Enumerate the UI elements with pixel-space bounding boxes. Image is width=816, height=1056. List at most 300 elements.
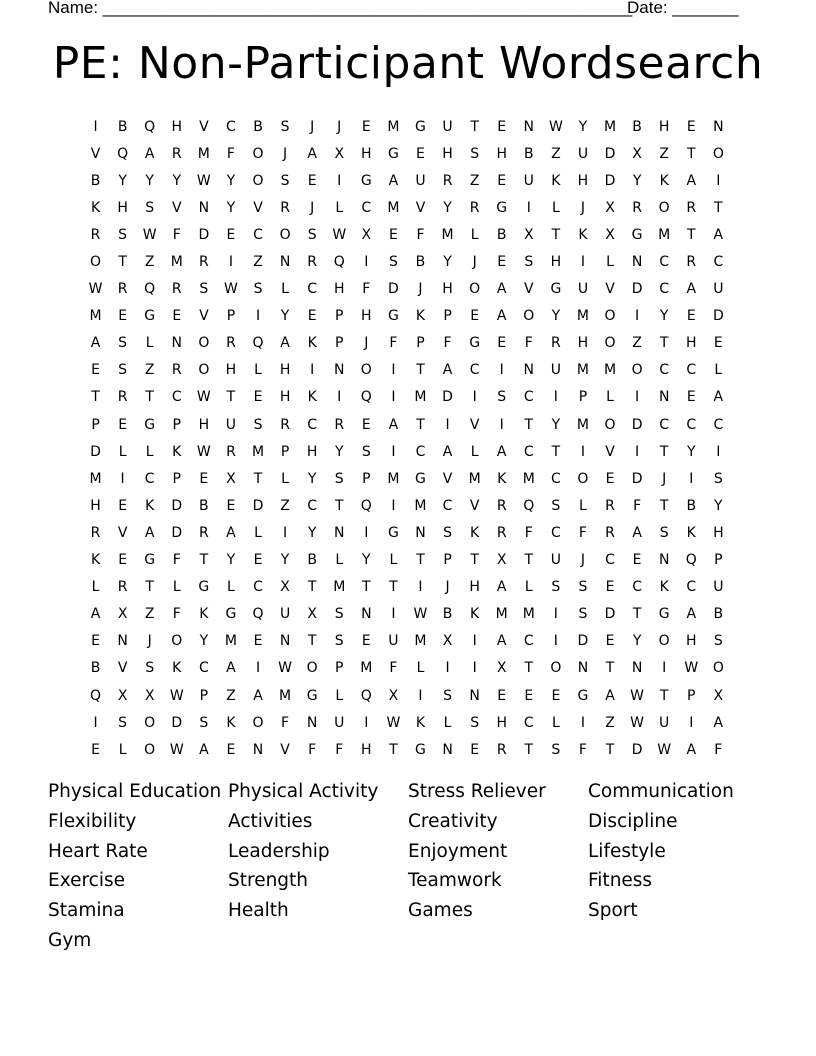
grid-letter: G bbox=[144, 308, 156, 325]
grid-letter: J bbox=[310, 118, 315, 135]
grid-letter: T bbox=[524, 660, 534, 677]
grid-letter: Y bbox=[145, 172, 154, 189]
grid-letter: A bbox=[388, 416, 399, 433]
grid-letter: A bbox=[144, 524, 155, 541]
grid-letter: R bbox=[117, 281, 128, 298]
grid-letter: C bbox=[469, 362, 480, 379]
letter-grid bbox=[82, 113, 732, 763]
grid-letter: B bbox=[307, 552, 317, 569]
grid-letter: X bbox=[144, 687, 155, 704]
grid-letter: G bbox=[415, 118, 426, 135]
grid-letter: D bbox=[631, 281, 643, 298]
grid-letter: E bbox=[361, 633, 371, 650]
grid-letter: S bbox=[470, 145, 480, 162]
grid-letter: D bbox=[631, 416, 643, 433]
grid-letter: F bbox=[578, 524, 587, 541]
grid-letter: W bbox=[224, 281, 238, 298]
grid-letter: B bbox=[442, 606, 453, 623]
grid-letter: F bbox=[172, 226, 181, 243]
grid-letter: T bbox=[307, 579, 317, 596]
grid-letter: R bbox=[90, 226, 101, 243]
grid-letter: F bbox=[416, 226, 425, 243]
word-list-item: Creativity bbox=[408, 810, 498, 832]
grid-letter: F bbox=[524, 335, 533, 352]
grid-letter: E bbox=[605, 470, 615, 487]
grid-row bbox=[82, 330, 732, 357]
grid-letter: J bbox=[337, 118, 342, 135]
grid-letter: S bbox=[497, 389, 507, 406]
grid-letter: A bbox=[605, 687, 615, 704]
grid-row bbox=[82, 519, 732, 546]
grid-letter: P bbox=[280, 443, 290, 460]
grid-letter: S bbox=[280, 172, 290, 189]
grid-letter: S bbox=[334, 606, 344, 623]
grid-letter: M bbox=[251, 443, 265, 460]
grid-letter: I bbox=[553, 606, 558, 623]
grid-row bbox=[82, 113, 732, 140]
grid-letter: U bbox=[523, 172, 534, 189]
grid-letter: D bbox=[388, 281, 399, 298]
grid-letter: I bbox=[255, 308, 261, 325]
grid-letter: U bbox=[388, 633, 399, 650]
grid-letter: I bbox=[283, 524, 288, 541]
grid-letter: T bbox=[389, 579, 398, 596]
grid-letter: C bbox=[307, 281, 318, 298]
grid-letter: X bbox=[361, 226, 372, 243]
grid-letter: F bbox=[633, 497, 642, 514]
grid-letter: S bbox=[199, 281, 209, 298]
word-list-item: Sport bbox=[588, 900, 638, 922]
grid-letter: J bbox=[580, 199, 586, 216]
grid-letter: H bbox=[442, 281, 453, 298]
grid-letter: A bbox=[713, 226, 724, 243]
grid-letter: M bbox=[414, 389, 427, 406]
grid-letter: S bbox=[253, 281, 263, 298]
grid-letter: C bbox=[523, 443, 534, 460]
grid-letter: R bbox=[469, 199, 480, 216]
grid-letter: E bbox=[199, 470, 209, 487]
grid-letter: R bbox=[280, 416, 290, 433]
grid-letter: H bbox=[658, 118, 670, 135]
grid-letter: Q bbox=[523, 497, 535, 514]
grid-letter: P bbox=[362, 470, 371, 487]
grid-letter: C bbox=[659, 362, 670, 379]
grid-letter: C bbox=[686, 416, 697, 433]
grid-letter: I bbox=[526, 199, 531, 216]
grid-letter: U bbox=[334, 714, 345, 731]
grid-letter: A bbox=[713, 389, 724, 406]
grid-letter: H bbox=[225, 362, 237, 379]
grid-letter: Z bbox=[469, 172, 480, 189]
grid-letter: M bbox=[603, 118, 617, 135]
grid-letter: I bbox=[635, 443, 640, 460]
grid-letter: I bbox=[93, 714, 98, 731]
grid-letter: C bbox=[632, 579, 642, 596]
grid-letter: R bbox=[171, 145, 182, 162]
grid-letter: N bbox=[334, 524, 345, 541]
grid-letter: X bbox=[307, 606, 317, 623]
word-list-item: Stress Reliever bbox=[408, 781, 546, 802]
grid-letter: V bbox=[442, 470, 453, 487]
grid-letter: F bbox=[714, 741, 723, 758]
grid-letter: L bbox=[606, 389, 614, 406]
grid-letter: L bbox=[145, 335, 154, 352]
grid-letter: Y bbox=[551, 308, 561, 325]
grid-letter: I bbox=[391, 497, 396, 514]
grid-letter: L bbox=[335, 199, 344, 216]
grid-letter: V bbox=[280, 741, 290, 758]
grid-row bbox=[82, 438, 732, 465]
word-list-item: Games bbox=[408, 900, 473, 922]
grid-letter: M bbox=[224, 633, 237, 650]
grid-letter: I bbox=[391, 362, 396, 379]
grid-letter: I bbox=[337, 389, 342, 406]
grid-letter: T bbox=[659, 335, 669, 352]
grid-letter: E bbox=[497, 172, 507, 189]
grid-letter: Y bbox=[172, 172, 182, 189]
grid-row bbox=[82, 465, 732, 492]
grid-letter: C bbox=[307, 416, 318, 433]
grid-letter: F bbox=[362, 281, 371, 298]
grid-letter: F bbox=[308, 741, 317, 758]
grid-letter: W bbox=[657, 741, 672, 758]
grid-letter: Z bbox=[144, 362, 155, 379]
grid-letter: W bbox=[196, 389, 211, 406]
word-list-item: Strength bbox=[228, 870, 309, 892]
grid-letter: R bbox=[632, 199, 642, 216]
grid-letter: E bbox=[118, 497, 128, 514]
grid-letter: L bbox=[172, 579, 181, 596]
grid-letter: D bbox=[712, 308, 724, 325]
grid-letter: L bbox=[227, 579, 235, 596]
grid-letter: R bbox=[171, 281, 182, 298]
grid-letter: Z bbox=[605, 714, 615, 731]
grid-letter: T bbox=[524, 741, 534, 758]
grid-letter: F bbox=[172, 606, 181, 623]
grid-letter: T bbox=[416, 552, 425, 569]
grid-letter: W bbox=[630, 714, 645, 731]
grid-letter: S bbox=[253, 416, 263, 433]
grid-letter: M bbox=[89, 308, 102, 325]
grid-letter: R bbox=[90, 524, 101, 541]
grid-letter: T bbox=[334, 497, 344, 514]
grid-letter: M bbox=[279, 687, 292, 704]
grid-letter: V bbox=[469, 416, 480, 433]
grid-letter: N bbox=[713, 118, 724, 135]
grid-letter: A bbox=[226, 524, 236, 541]
grid-letter: Y bbox=[226, 172, 236, 189]
grid-letter: A bbox=[496, 443, 507, 460]
grid-letter: P bbox=[578, 389, 588, 406]
grid-letter: C bbox=[659, 281, 670, 298]
grid-letter: T bbox=[91, 389, 100, 406]
grid-letter: J bbox=[662, 470, 667, 487]
grid-letter: G bbox=[198, 579, 210, 596]
grid-letter: U bbox=[713, 579, 724, 596]
grid-letter: S bbox=[334, 470, 344, 487]
grid-letter: X bbox=[632, 145, 642, 162]
grid-letter: H bbox=[685, 633, 697, 650]
grid-letter: G bbox=[469, 335, 481, 352]
grid-letter: L bbox=[524, 579, 533, 596]
grid-letter: J bbox=[364, 335, 369, 352]
grid-letter: Z bbox=[144, 254, 155, 271]
grid-letter: H bbox=[171, 118, 183, 135]
grid-letter: K bbox=[145, 497, 155, 514]
word-list-item: Teamwork bbox=[408, 870, 502, 892]
grid-letter: Q bbox=[252, 606, 264, 623]
grid-letter: P bbox=[199, 687, 209, 704]
word-list-item: Fitness bbox=[588, 870, 653, 892]
grid-letter: Q bbox=[360, 389, 372, 406]
grid-letter: J bbox=[147, 633, 152, 650]
grid-letter: G bbox=[387, 308, 399, 325]
grid-letter: F bbox=[524, 524, 533, 541]
grid-letter: X bbox=[117, 687, 128, 704]
grid-letter: R bbox=[496, 524, 507, 541]
word-list-item: Exercise bbox=[48, 870, 125, 892]
grid-letter: M bbox=[468, 470, 481, 487]
grid-letter: N bbox=[252, 741, 264, 758]
grid-letter: D bbox=[171, 524, 183, 541]
grid-letter: D bbox=[631, 470, 643, 487]
grid-letter: U bbox=[225, 416, 237, 433]
grid-letter: B bbox=[90, 172, 101, 189]
grid-letter: P bbox=[443, 308, 452, 325]
grid-letter: S bbox=[388, 254, 398, 271]
grid-letter: E bbox=[253, 633, 263, 650]
grid-letter: I bbox=[553, 633, 558, 650]
word-list-item: Lifestyle bbox=[588, 840, 666, 862]
grid-letter: S bbox=[307, 226, 317, 243]
grid-letter: B bbox=[90, 660, 101, 677]
grid-letter: N bbox=[631, 660, 643, 677]
grid-letter: T bbox=[226, 389, 236, 406]
grid-letter: H bbox=[685, 335, 697, 352]
grid-letter: M bbox=[522, 470, 535, 487]
grid-letter: D bbox=[604, 145, 616, 162]
grid-letter: E bbox=[91, 741, 100, 758]
grid-letter: X bbox=[605, 199, 615, 216]
grid-letter: W bbox=[386, 714, 401, 731]
grid-letter: S bbox=[659, 524, 669, 541]
grid-letter: X bbox=[388, 687, 399, 704]
grid-letter: W bbox=[548, 118, 563, 135]
grid-letter: I bbox=[364, 254, 369, 271]
grid-letter: Y bbox=[307, 470, 317, 487]
grid-letter: M bbox=[170, 254, 183, 271]
grid-letter: Q bbox=[360, 687, 372, 704]
grid-letter: I bbox=[445, 416, 450, 433]
grid-letter: M bbox=[387, 199, 400, 216]
grid-letter: I bbox=[255, 660, 261, 677]
grid-letter: O bbox=[144, 714, 156, 731]
grid-letter: I bbox=[580, 714, 586, 731]
grid-letter: G bbox=[631, 226, 643, 243]
grid-letter: S bbox=[118, 714, 128, 731]
grid-letter: I bbox=[553, 389, 558, 406]
grid-letter: A bbox=[496, 308, 507, 325]
grid-letter: C bbox=[550, 470, 561, 487]
grid-letter: H bbox=[333, 281, 345, 298]
word-list-item: Communication bbox=[588, 781, 734, 802]
grid-letter: T bbox=[362, 579, 371, 596]
grid-letter: R bbox=[198, 254, 209, 271]
grid-row bbox=[82, 655, 732, 682]
grid-letter: E bbox=[361, 416, 371, 433]
name-field-label: Name: ________________________________________________________ bbox=[48, 0, 633, 17]
grid-letter: C bbox=[442, 497, 453, 514]
grid-letter: A bbox=[253, 687, 263, 704]
grid-letter: A bbox=[388, 172, 399, 189]
grid-letter: A bbox=[199, 741, 209, 758]
grid-letter: N bbox=[279, 633, 291, 650]
grid-letter: G bbox=[550, 281, 562, 298]
grid-letter: T bbox=[659, 443, 669, 460]
grid-letter: Z bbox=[280, 497, 290, 514]
grid-letter: O bbox=[631, 362, 643, 379]
grid-letter: T bbox=[659, 687, 669, 704]
grid-letter: W bbox=[332, 226, 347, 243]
grid-letter: E bbox=[91, 633, 100, 650]
grid-letter: L bbox=[254, 362, 262, 379]
word-list-item: Gym bbox=[48, 929, 92, 951]
grid-letter: Z bbox=[659, 145, 669, 162]
grid-letter: A bbox=[686, 741, 697, 758]
grid-letter: Z bbox=[551, 145, 561, 162]
grid-letter: X bbox=[523, 226, 534, 243]
grid-letter: K bbox=[659, 172, 669, 189]
grid-letter: T bbox=[632, 606, 642, 623]
grid-letter: E bbox=[551, 687, 561, 704]
grid-letter: R bbox=[171, 362, 182, 379]
grid-letter: G bbox=[144, 552, 156, 569]
grid-letter: M bbox=[576, 416, 589, 433]
grid-letter: K bbox=[199, 606, 209, 623]
grid-letter: W bbox=[142, 226, 157, 243]
grid-row bbox=[82, 248, 732, 275]
grid-letter: D bbox=[631, 741, 643, 758]
grid-letter: C bbox=[226, 118, 236, 135]
grid-letter: G bbox=[415, 741, 426, 758]
grid-letter: T bbox=[145, 579, 154, 596]
grid-letter: O bbox=[279, 226, 291, 243]
word-list-item: Stamina bbox=[48, 900, 125, 922]
grid-letter: E bbox=[686, 308, 696, 325]
grid-letter: K bbox=[470, 606, 480, 623]
grid-letter: T bbox=[389, 741, 398, 758]
grid-letter: B bbox=[686, 497, 697, 514]
grid-letter: A bbox=[632, 524, 642, 541]
grid-letter: N bbox=[523, 362, 535, 379]
grid-letter: D bbox=[577, 633, 589, 650]
grid-letter: A bbox=[442, 362, 453, 379]
grid-letter: O bbox=[252, 714, 264, 731]
grid-letter: F bbox=[281, 714, 290, 731]
grid-letter: E bbox=[253, 552, 263, 569]
grid-letter: H bbox=[496, 714, 507, 731]
grid-letter: G bbox=[306, 687, 318, 704]
grid-letter: G bbox=[577, 687, 589, 704]
grid-letter: X bbox=[280, 579, 290, 596]
grid-letter: T bbox=[307, 633, 317, 650]
grid-letter: C bbox=[713, 254, 724, 271]
grid-letter: Z bbox=[226, 687, 236, 704]
grid-row bbox=[82, 492, 732, 519]
grid-letter: I bbox=[391, 606, 396, 623]
grid-letter: E bbox=[713, 335, 723, 352]
grid-letter: Y bbox=[199, 633, 209, 650]
grid-letter: T bbox=[470, 118, 479, 135]
grid-row bbox=[82, 574, 732, 601]
grid-letter: V bbox=[117, 660, 128, 677]
grid-letter: B bbox=[253, 118, 263, 135]
grid-letter: L bbox=[579, 497, 587, 514]
grid-letter: S bbox=[334, 633, 344, 650]
grid-letter: V bbox=[605, 281, 615, 298]
grid-letter: C bbox=[659, 416, 670, 433]
grid-letter: I bbox=[580, 443, 586, 460]
grid-letter: J bbox=[283, 145, 288, 162]
grid-letter: I bbox=[716, 172, 721, 189]
grid-letter: L bbox=[551, 199, 560, 216]
grid-letter: L bbox=[606, 254, 614, 271]
grid-letter: D bbox=[604, 172, 616, 189]
grid-letter: L bbox=[91, 579, 100, 596]
grid-letter: K bbox=[415, 714, 426, 731]
grid-letter: H bbox=[279, 389, 291, 406]
grid-letter: C bbox=[686, 362, 697, 379]
grid-letter: I bbox=[337, 172, 342, 189]
date-field-label: Date: _______ bbox=[627, 0, 739, 17]
grid-letter: L bbox=[470, 443, 479, 460]
grid-letter: P bbox=[335, 308, 344, 325]
grid-letter: Y bbox=[226, 199, 236, 216]
grid-letter: R bbox=[496, 741, 507, 758]
grid-letter: F bbox=[172, 552, 181, 569]
grid-letter: U bbox=[442, 118, 453, 135]
grid-letter: X bbox=[496, 660, 507, 677]
grid-letter: P bbox=[172, 470, 181, 487]
grid-row bbox=[82, 140, 732, 167]
grid-letter: X bbox=[117, 606, 128, 623]
grid-letter: E bbox=[172, 308, 182, 325]
grid-letter: F bbox=[389, 660, 398, 677]
grid-letter: I bbox=[310, 362, 315, 379]
word-list-item: Enjoyment bbox=[408, 840, 508, 862]
grid-letter: J bbox=[472, 254, 477, 271]
grid-letter: M bbox=[333, 579, 346, 596]
grid-letter: U bbox=[279, 606, 291, 623]
grid-letter: R bbox=[442, 172, 453, 189]
grid-letter: E bbox=[118, 552, 128, 569]
grid-letter: K bbox=[172, 443, 182, 460]
grid-letter: A bbox=[280, 335, 290, 352]
grid-letter: R bbox=[605, 524, 615, 541]
grid-letter: S bbox=[713, 470, 723, 487]
grid-letter: S bbox=[551, 579, 561, 596]
grid-letter: I bbox=[228, 254, 233, 271]
grid-letter: E bbox=[686, 118, 696, 135]
grid-letter: P bbox=[443, 552, 452, 569]
grid-letter: I bbox=[418, 579, 423, 596]
grid-letter: H bbox=[198, 416, 210, 433]
grid-letter: B bbox=[713, 606, 724, 623]
grid-letter: I bbox=[472, 389, 477, 406]
grid-letter: N bbox=[658, 389, 670, 406]
grid-letter: E bbox=[388, 226, 398, 243]
grid-letter: I bbox=[662, 660, 667, 677]
